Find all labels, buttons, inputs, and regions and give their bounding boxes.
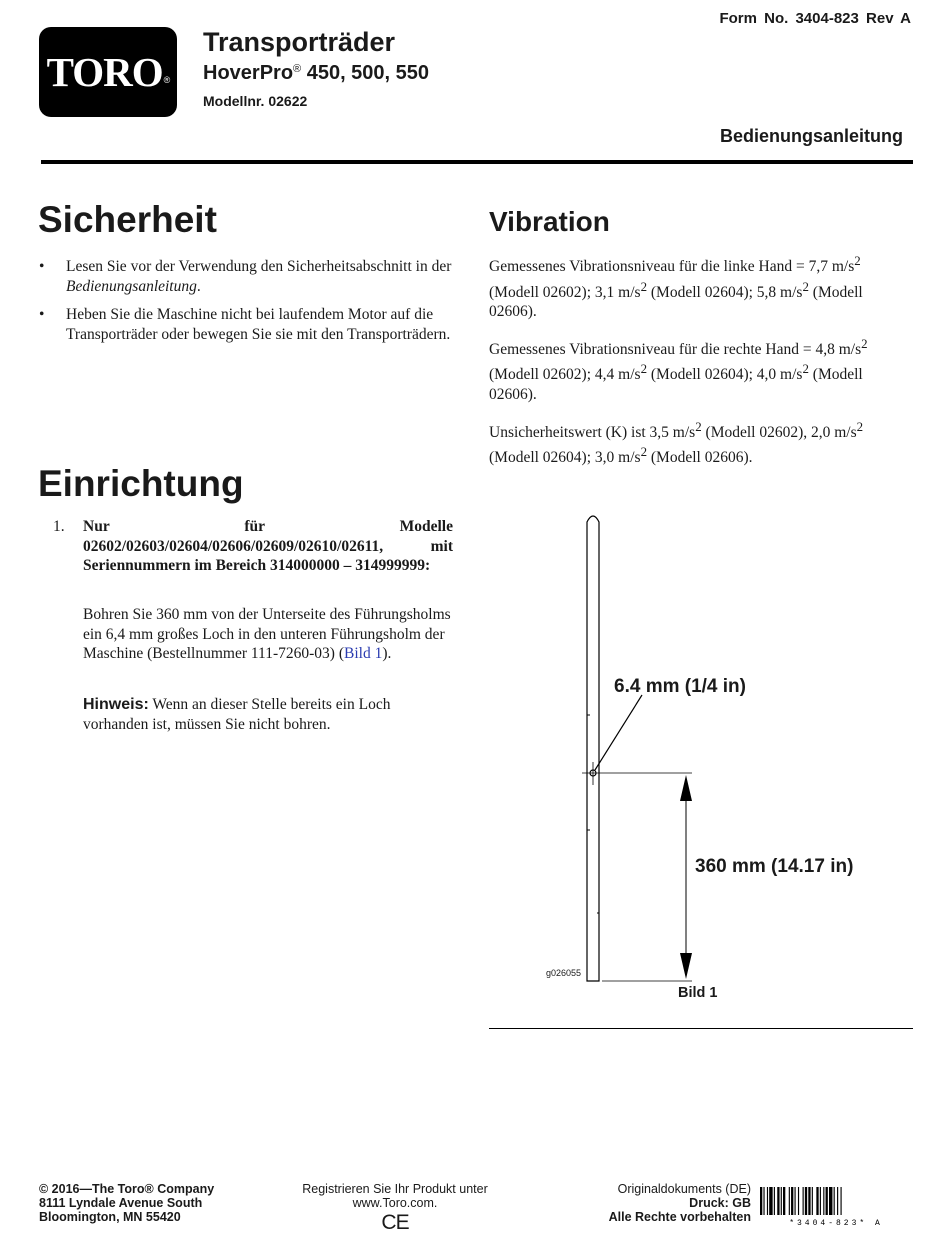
barcode-bar [841,1187,842,1215]
barcode [760,1187,912,1227]
vib-p1-c: (Modell 02604); 5,8 m/s [647,283,803,301]
document-type: Bedienungsanleitung [719,126,903,146]
sup: 2 [640,444,648,460]
section-heading-sicherheit: Sicherheit [38,199,217,240]
safety-bullet-2: • Heben Sie die Maschine nicht bei laufendem Motor auf die Transporträder oder bewegen Sie sie mit den Transporträdern. [39,305,454,344]
vib-p1-a: Gemessenes Vibrationsniveau für die linke Hand = 7,7 m/s [489,258,855,276]
vib-p1-b: (Modell 02602); 3,1 m/s [489,283,641,301]
footer-address-2: Bloomington, MN 55420 [39,1210,181,1224]
hole-size-label: 6.4 mm (1/4 in) [614,676,746,697]
section-heading-einrichtung: Einrichtung [38,463,244,504]
barcode-bar [812,1187,813,1215]
page-title: Transporträder [203,27,396,57]
safety-bullet-1-end: . [196,277,201,295]
figure-link[interactable]: Bild 1 [344,645,383,662]
vib-p3-a: Unsicherheitswert (K) ist 3,5 m/s [489,423,696,441]
figure-divider [489,1028,913,1029]
safety-list-container [39,257,454,353]
step-title: Nur für Modelle 02602/02603/02604/02606/02609/02610/02611, mit Seriennummern im Bereich 314000000 – 314999999: [83,518,453,574]
sup: 2 [861,335,868,351]
model-number: Modellnr. 02622 [203,93,308,109]
vib-p2-a: Gemessenes Vibrationsniveau für die rechte Hand = 4,8 m/s [489,340,862,358]
note-label: Hinweis: [83,696,149,713]
step-number: 1. [53,518,65,535]
sup: 2 [854,253,861,268]
sup: 2 [640,361,648,377]
note [83,695,453,734]
barcode-bar [783,1187,785,1215]
barcode-bar [767,1187,768,1215]
barcode-bars [760,1187,842,1215]
step-body-end: ). [382,645,392,662]
figure-caption: Bild 1 [678,985,718,1001]
barcode-bar [781,1187,782,1215]
barcode-bar [803,1187,804,1215]
vib-p2-b: (Modell 02602); 4,4 m/s [489,366,641,384]
safety-bullet-1-manual: Bedienungsanleitung [66,277,197,295]
barcode-bar [777,1187,779,1215]
sup: 2 [695,418,702,434]
barcode-bar [760,1187,762,1215]
dimension-arrow-down [680,953,692,979]
step-body-text: Bohren Sie 360 mm von der Unterseite des Führungsholms ein 6,4 mm großes Loch in den unteren Führungsholm der Maschine (Bestellnummer 111-7260-03) ( [83,606,451,662]
distance-label: 360 mm (14.17 in) [695,856,854,877]
drill-diagram [540,505,920,1005]
figure-code: g026055 [546,968,582,978]
vib-p3-d: (Modell 02606). [647,449,753,467]
barcode-bar [826,1187,828,1215]
sup: 2 [802,361,809,377]
barcode-bar [834,1187,835,1215]
barcode-bar [798,1187,799,1215]
subtitle-brand: HoverPro [203,62,294,84]
header-divider [41,160,913,164]
barcode-bar [816,1187,818,1215]
barcode-text: *3404-823* A [789,1219,883,1227]
dimension-arrow-up [680,775,692,801]
barcode-bar [795,1187,796,1215]
sup: 2 [640,278,648,294]
form-number: Form No. 3404-823 Rev A [719,10,911,27]
footer-register-line-1: Registrieren Sie Ihr Produkt unter [302,1182,488,1196]
step-body [83,605,458,664]
footer-original: Originaldokuments (DE) [617,1182,751,1196]
footer-print-info [609,1182,751,1224]
footer-print: Druck: GB [689,1196,751,1210]
vib-p2-c: (Modell 02604); 4,0 m/s [647,366,803,384]
footer-address-1: 8111 Lyndale Avenue South [39,1196,203,1210]
barcode-bar [829,1187,832,1215]
footer-company [39,1182,214,1224]
toro-logo [39,27,177,117]
logo-registered-mark: ® [163,75,170,85]
vib-p1-d: (Modell 02606). [489,283,863,321]
sup: 2 [856,418,864,434]
ce-mark: CE [381,1211,409,1234]
vib-p3-b: (Modell 02602), 2,0 m/s [701,423,857,441]
vibration-uncertainty [489,417,913,468]
hole-leader-line [595,695,642,770]
handle-tube [587,516,599,981]
barcode-bar [769,1187,772,1215]
barcode-bar [823,1187,824,1215]
safety-bullet-1 [39,257,454,296]
barcode-bar [763,1187,764,1215]
vib-p2-d: (Modell 02606). [489,366,863,404]
barcode-bar [808,1187,810,1215]
vibration-text [489,251,913,480]
barcode-bar [820,1187,821,1215]
barcode-bar [791,1187,793,1215]
footer-register [260,1182,530,1235]
barcode-bar [789,1187,790,1215]
vibration-right-hand [489,334,913,405]
subtitle-models: 450, 500, 550 [301,62,430,84]
vibration-left-hand [489,251,913,322]
footer-register-url[interactable]: www.Toro.com. [352,1196,438,1210]
safety-list [39,257,454,344]
page-subtitle [203,62,429,85]
barcode-bar [837,1187,838,1215]
section-heading-vibration: Vibration [489,206,610,237]
safety-bullet-1-text: Lesen Sie vor der Verwendung den Sicherheitsabschnitt in der [66,258,452,275]
footer-copyright: © 2016—The Toro® Company [39,1182,215,1196]
note-text: Wenn an dieser Stelle bereits ein Loch vorhanden ist, müssen Sie nicht bohren. [83,696,391,733]
footer-rights: Alle Rechte vorbehalten [608,1210,751,1224]
subtitle-registered-mark: ® [293,63,302,75]
barcode-bar [805,1187,807,1215]
vib-p3-c: (Modell 02604); 3,0 m/s [489,449,641,467]
sup: 2 [802,278,809,294]
logo-text: TORO [46,49,163,95]
barcode-bar [774,1187,775,1215]
